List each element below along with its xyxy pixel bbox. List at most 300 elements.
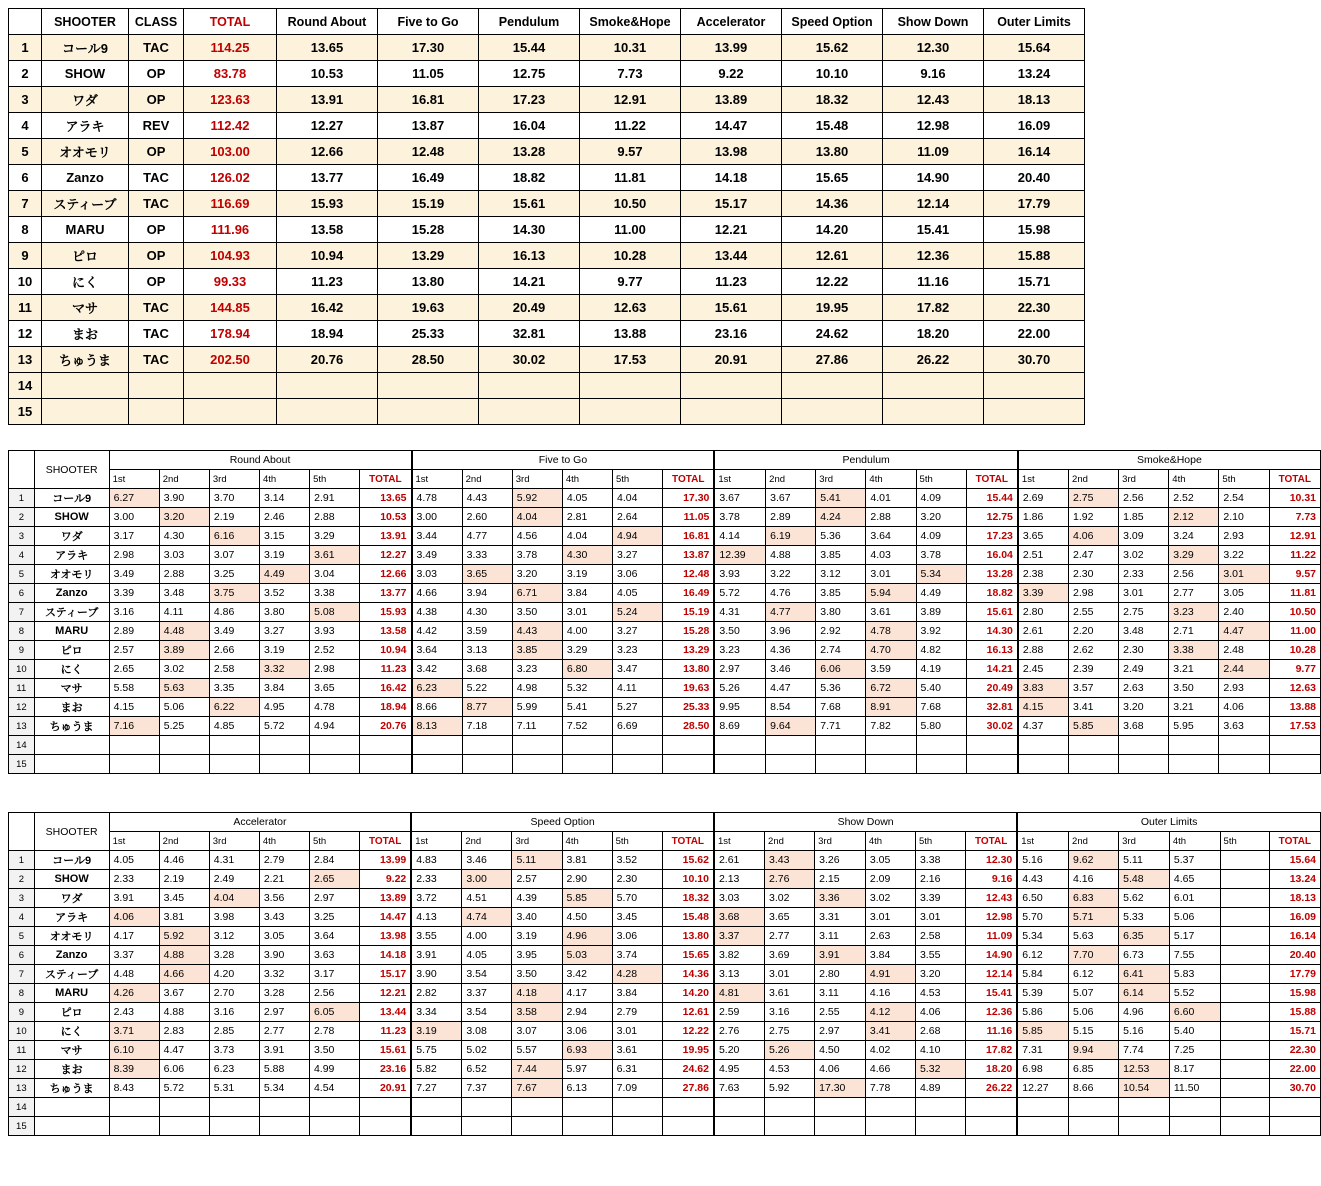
- detail-split-cell: 3.41: [1069, 698, 1119, 717]
- summary-col-header: Speed Option: [782, 9, 883, 35]
- detail-sub-header: 3rd: [1119, 470, 1169, 489]
- detail-split-cell: 5.36: [816, 527, 866, 546]
- summary-cell: 7: [9, 191, 42, 217]
- detail-split-cell: [865, 1117, 915, 1136]
- detail-split-cell: 3.61: [612, 1041, 662, 1060]
- detail-split-cell: 6.71: [512, 584, 562, 603]
- detail-split-cell: 5.37: [1169, 851, 1220, 870]
- detail-split-cell: 3.67: [159, 984, 209, 1003]
- detail-split-cell: 6.52: [462, 1060, 512, 1079]
- summary-cell: 12: [9, 321, 42, 347]
- detail-sub-header: 5th: [309, 832, 359, 851]
- detail-split-cell: 5.34: [1017, 927, 1068, 946]
- detail-total-cell: 14.30: [966, 622, 1018, 641]
- detail-split-cell: 5.02: [462, 1041, 512, 1060]
- detail-split-cell: 3.81: [159, 908, 209, 927]
- detail-split-cell: 6.72: [866, 679, 916, 698]
- detail-split-cell: 3.06: [562, 1022, 612, 1041]
- detail-sub-header: 2nd: [766, 470, 816, 489]
- detail-split-cell: 4.56: [512, 527, 562, 546]
- detail-total-cell: 20.49: [966, 679, 1018, 698]
- detail-split-cell: [411, 1117, 462, 1136]
- detail-sub-header: 3rd: [209, 832, 259, 851]
- summary-cell: 144.85: [184, 295, 277, 321]
- detail-sub-header: 4th: [865, 832, 915, 851]
- summary-cell: TAC: [129, 35, 184, 61]
- summary-cell: 9.57: [580, 139, 681, 165]
- detail-sub-header: 2nd: [462, 832, 512, 851]
- detail-split-cell: [714, 1098, 765, 1117]
- detail-split-cell: 3.32: [260, 660, 310, 679]
- summary-cell: 19.63: [378, 295, 479, 321]
- detail-split-cell: 2.60: [462, 508, 512, 527]
- detail-split-cell: 5.80: [916, 717, 966, 736]
- summary-col-header: SHOOTER: [42, 9, 129, 35]
- detail-sub-header: 2nd: [462, 470, 512, 489]
- detail-total-cell: 10.50: [1269, 603, 1320, 622]
- detail-sub-header: 3rd: [1119, 832, 1170, 851]
- detail-sub-header: TOTAL: [360, 470, 412, 489]
- detail-split-cell: 4.19: [916, 660, 966, 679]
- summary-cell: 114.25: [184, 35, 277, 61]
- detail-split-cell: [1220, 927, 1269, 946]
- table-row: [9, 1117, 1321, 1136]
- detail-split-cell: 7.71: [816, 717, 866, 736]
- detail-total-cell: 15.71: [1269, 1022, 1320, 1041]
- detail-split-cell: 2.85: [209, 1022, 259, 1041]
- detail-split-cell: 5.31: [209, 1079, 259, 1098]
- detail-split-cell: 3.61: [866, 603, 916, 622]
- detail-split-cell: [462, 755, 512, 774]
- detail-split-cell: 4.91: [865, 965, 915, 984]
- detail-total-cell: 16.13: [966, 641, 1018, 660]
- detail-split-cell: 6.13: [562, 1079, 612, 1098]
- detail-split-cell: 3.06: [612, 927, 662, 946]
- detail-shooter-name: ワダ: [34, 889, 109, 908]
- detail-split-cell: 7.18: [462, 717, 512, 736]
- detail-split-cell: [612, 1098, 662, 1117]
- detail-split-cell: 4.36: [766, 641, 816, 660]
- detail-split-cell: 3.64: [412, 641, 463, 660]
- detail-split-cell: 2.19: [159, 870, 209, 889]
- detail-split-cell: 4.04: [512, 508, 562, 527]
- detail-split-cell: 4.50: [815, 1041, 866, 1060]
- detail-split-cell: 2.75: [765, 1022, 815, 1041]
- detail-split-cell: 3.75: [209, 584, 259, 603]
- detail-split-cell: 3.91: [109, 889, 159, 908]
- detail-total-cell: 30.02: [966, 717, 1018, 736]
- detail-split-cell: 5.06: [1069, 1003, 1119, 1022]
- detail-total-cell: 13.44: [360, 1003, 412, 1022]
- detail-sub-header: 1st: [109, 832, 159, 851]
- detail-split-cell: 3.67: [766, 489, 816, 508]
- table-row: [9, 113, 1085, 139]
- summary-cell: 9.22: [681, 61, 782, 87]
- detail-total-cell: [360, 755, 412, 774]
- detail-split-cell: 3.04: [310, 565, 360, 584]
- detail-split-cell: 5.32: [915, 1060, 965, 1079]
- detail-sub-header: 5th: [916, 470, 966, 489]
- detail-split-cell: 3.65: [310, 679, 360, 698]
- detail-total-cell: 15.44: [966, 489, 1018, 508]
- summary-cell: オオモリ: [42, 139, 129, 165]
- detail-split-cell: 5.33: [1119, 908, 1170, 927]
- summary-cell: にく: [42, 269, 129, 295]
- summary-cell: 10.50: [580, 191, 681, 217]
- detail-split-cell: 3.39: [109, 584, 159, 603]
- detail-split-cell: 3.68: [1119, 717, 1169, 736]
- detail-split-cell: [260, 736, 310, 755]
- detail-total-cell: 12.98: [966, 908, 1018, 927]
- detail-split-cell: 17.30: [815, 1079, 866, 1098]
- summary-cell: 12.48: [378, 139, 479, 165]
- detail-sub-header: 2nd: [159, 470, 209, 489]
- detail-split-cell: 2.56: [1169, 565, 1219, 584]
- detail-sub-header: TOTAL: [966, 470, 1018, 489]
- detail-total-cell: 16.09: [1269, 908, 1320, 927]
- detail-split-cell: 4.65: [1169, 870, 1220, 889]
- detail-split-cell: 2.77: [765, 927, 815, 946]
- detail-split-cell: 6.98: [1017, 1060, 1068, 1079]
- summary-cell: [378, 399, 479, 425]
- summary-cell: 15.44: [479, 35, 580, 61]
- summary-cell: [883, 399, 984, 425]
- detail-row-index: 7: [9, 603, 35, 622]
- detail-split-cell: 3.02: [865, 889, 915, 908]
- summary-cell: 10.53: [277, 61, 378, 87]
- detail-split-cell: 5.11: [512, 851, 562, 870]
- detail1-group-row: [9, 451, 1321, 470]
- detail-total-cell: 15.17: [360, 965, 412, 984]
- detail-total-cell: 18.13: [1269, 889, 1320, 908]
- detail-split-cell: [714, 1117, 765, 1136]
- detail-split-cell: 3.20: [1119, 698, 1169, 717]
- detail-group-header: Show Down: [714, 813, 1017, 832]
- detail-total-cell: 26.22: [966, 1079, 1018, 1098]
- detail-split-cell: 3.27: [613, 546, 663, 565]
- detail-total-cell: 16.81: [663, 527, 715, 546]
- summary-cell: 13.29: [378, 243, 479, 269]
- detail-split-cell: 4.10: [915, 1041, 965, 1060]
- detail-split-cell: 2.49: [209, 870, 259, 889]
- detail-total-cell: 11.05: [663, 508, 715, 527]
- detail2-group-row: [9, 813, 1321, 832]
- detail-split-cell: 6.80: [562, 660, 612, 679]
- detail-split-cell: 5.58: [109, 679, 159, 698]
- detail-split-cell: 3.33: [462, 546, 512, 565]
- detail-split-cell: 3.90: [411, 965, 462, 984]
- detail-sub-header: 4th: [562, 470, 612, 489]
- detail-total-cell: 17.82: [966, 1041, 1018, 1060]
- summary-cell: 3: [9, 87, 42, 113]
- detail-split-cell: 3.82: [714, 946, 765, 965]
- table-row: [9, 399, 1085, 425]
- detail-split-cell: 5.72: [714, 584, 765, 603]
- detail-split-cell: 3.43: [765, 851, 815, 870]
- detail-split-cell: 3.19: [512, 927, 562, 946]
- detail-split-cell: 5.24: [613, 603, 663, 622]
- detail-split-cell: [766, 755, 816, 774]
- table-row: [9, 908, 1321, 927]
- detail-split-cell: 5.70: [1017, 908, 1068, 927]
- detail-split-cell: 4.06: [1219, 698, 1269, 717]
- detail-split-cell: 3.25: [209, 565, 259, 584]
- detail-split-cell: [412, 736, 463, 755]
- detail-split-cell: 2.58: [915, 927, 965, 946]
- detail-split-cell: 2.76: [714, 1022, 765, 1041]
- detail-split-cell: 4.24: [816, 508, 866, 527]
- detail-split-cell: 3.23: [512, 660, 562, 679]
- detail-total-cell: 13.29: [663, 641, 715, 660]
- detail-split-cell: 4.14: [714, 527, 765, 546]
- detail-split-cell: [866, 736, 916, 755]
- table-row: [9, 546, 1321, 565]
- detail-total-cell: 27.86: [662, 1079, 714, 1098]
- summary-cell: [184, 373, 277, 399]
- detail-split-cell: 2.76: [765, 870, 815, 889]
- summary-cell: [782, 373, 883, 399]
- detail-split-cell: [310, 755, 360, 774]
- detail-sub-header: 3rd: [816, 470, 866, 489]
- table-row: [9, 321, 1085, 347]
- detail-sub-header: 4th: [259, 832, 309, 851]
- detail-total-cell: 13.65: [360, 489, 412, 508]
- detail-total-cell: [1269, 736, 1320, 755]
- detail-split-cell: 5.92: [159, 927, 209, 946]
- detail-split-cell: 5.40: [916, 679, 966, 698]
- detail-total-cell: 22.00: [1269, 1060, 1320, 1079]
- detail-split-cell: 2.65: [309, 870, 359, 889]
- detail-split-cell: 4.78: [310, 698, 360, 717]
- summary-cell: 27.86: [782, 347, 883, 373]
- detail-split-cell: 4.26: [109, 984, 159, 1003]
- detail-split-cell: 2.16: [915, 870, 965, 889]
- detail-row-index: 12: [9, 698, 35, 717]
- detail-row-index: 11: [9, 1041, 35, 1060]
- detail-split-cell: 5.08: [310, 603, 360, 622]
- detail-row-index: 5: [9, 565, 35, 584]
- detail-split-cell: 7.44: [512, 1060, 562, 1079]
- detail-split-cell: 2.33: [109, 870, 159, 889]
- detail-split-cell: 2.46: [260, 508, 310, 527]
- detail-split-cell: 6.14: [1119, 984, 1170, 1003]
- detail-total-cell: 15.88: [1269, 1003, 1320, 1022]
- detail-total-cell: 13.88: [1269, 698, 1320, 717]
- detail-total-cell: 12.91: [1269, 527, 1320, 546]
- detail-split-cell: 3.38: [1169, 641, 1219, 660]
- detail-split-cell: 5.07: [1069, 984, 1119, 1003]
- detail-split-cell: 2.80: [1018, 603, 1069, 622]
- detail-split-cell: 3.91: [411, 946, 462, 965]
- detail-split-cell: 2.98: [109, 546, 159, 565]
- summary-cell: [782, 399, 883, 425]
- detail-split-cell: 2.61: [1018, 622, 1069, 641]
- detail-split-cell: 5.52: [1169, 984, 1220, 1003]
- summary-cell: 28.50: [378, 347, 479, 373]
- summary-col-header: CLASS: [129, 9, 184, 35]
- summary-cell: 16.13: [479, 243, 580, 269]
- detail-split-cell: 3.26: [815, 851, 866, 870]
- detail-split-cell: 3.28: [209, 946, 259, 965]
- detail-shooter-name: MARU: [34, 622, 109, 641]
- detail-row-index: 8: [9, 984, 35, 1003]
- detail-split-cell: [1220, 965, 1269, 984]
- summary-cell: 20.49: [479, 295, 580, 321]
- detail-split-cell: [613, 736, 663, 755]
- summary-cell: 18.94: [277, 321, 378, 347]
- detail-split-cell: 4.49: [916, 584, 966, 603]
- detail-split-cell: 3.11: [815, 984, 866, 1003]
- detail-total-cell: 10.28: [1269, 641, 1320, 660]
- detail-sub-header: 5th: [1220, 832, 1269, 851]
- detail-shooter-name: ちゅうま: [34, 1079, 109, 1098]
- detail-split-cell: [309, 1117, 359, 1136]
- detail-split-cell: 3.52: [612, 851, 662, 870]
- detail-split-cell: 2.89: [109, 622, 159, 641]
- detail-split-cell: 2.51: [1018, 546, 1069, 565]
- detail-total-cell: 23.16: [360, 1060, 412, 1079]
- detail-row-index: 11: [9, 679, 35, 698]
- detail-split-cell: 5.85: [562, 889, 612, 908]
- detail-split-cell: [309, 1098, 359, 1117]
- summary-cell: ピロ: [42, 243, 129, 269]
- detail-split-cell: [815, 1117, 866, 1136]
- detail-split-cell: 2.97: [815, 1022, 866, 1041]
- detail-split-cell: 3.92: [916, 622, 966, 641]
- detail-total-cell: 28.50: [663, 717, 715, 736]
- summary-cell: 9.16: [883, 61, 984, 87]
- detail2-header: [9, 813, 1321, 851]
- detail-split-cell: 2.62: [1069, 641, 1119, 660]
- detail-row-index: 7: [9, 965, 35, 984]
- detail-split-cell: [462, 1098, 512, 1117]
- detail-split-cell: 3.50: [512, 965, 562, 984]
- detail-split-cell: 3.06: [613, 565, 663, 584]
- detail1-subheader-row: [9, 470, 1321, 489]
- detail-split-cell: 4.43: [1017, 870, 1068, 889]
- summary-cell: 11.00: [580, 217, 681, 243]
- detail-split-cell: 2.97: [259, 1003, 309, 1022]
- detail-split-cell: 3.24: [1169, 527, 1219, 546]
- summary-cell: [479, 399, 580, 425]
- detail-split-cell: 11.50: [1169, 1079, 1220, 1098]
- detail-row-index: 6: [9, 584, 35, 603]
- detail-total-cell: 11.16: [966, 1022, 1018, 1041]
- detail-split-cell: [260, 755, 310, 774]
- summary-col-header: Outer Limits: [984, 9, 1085, 35]
- detail-split-cell: 3.29: [562, 641, 612, 660]
- detail-split-cell: 3.19: [411, 1022, 462, 1041]
- detail-total-cell: [360, 1117, 412, 1136]
- detail-split-cell: 4.05: [109, 851, 159, 870]
- detail-split-cell: 2.38: [1018, 565, 1069, 584]
- summary-cell: 12.27: [277, 113, 378, 139]
- detail-index-header: [9, 451, 35, 489]
- detail-split-cell: 4.05: [562, 489, 612, 508]
- detail-split-cell: 5.27: [613, 698, 663, 717]
- summary-cell: 11: [9, 295, 42, 321]
- detail-shooter-header: SHOOTER: [34, 451, 109, 489]
- summary-cell: 18.32: [782, 87, 883, 113]
- detail-total-cell: 13.28: [966, 565, 1018, 584]
- detail-split-cell: 4.49: [260, 565, 310, 584]
- detail-shooter-name: [34, 1098, 109, 1117]
- detail-split-cell: 4.94: [613, 527, 663, 546]
- summary-cell: 14.47: [681, 113, 782, 139]
- detail-split-cell: 3.72: [411, 889, 462, 908]
- detail-split-cell: 3.74: [612, 946, 662, 965]
- table-row: [9, 603, 1321, 622]
- summary-cell: 16.09: [984, 113, 1085, 139]
- detail-total-cell: 16.42: [360, 679, 412, 698]
- detail-total-cell: 11.09: [966, 927, 1018, 946]
- detail-row-index: 9: [9, 641, 35, 660]
- detail-split-cell: 4.03: [866, 546, 916, 565]
- summary-cell: OP: [129, 217, 184, 243]
- detail-sub-header: 4th: [260, 470, 310, 489]
- detail-split-cell: 5.72: [260, 717, 310, 736]
- detail-split-cell: 5.17: [1169, 927, 1220, 946]
- detail-total-cell: 9.77: [1269, 660, 1320, 679]
- summary-cell: 16.49: [378, 165, 479, 191]
- detail-split-cell: 3.15: [260, 527, 310, 546]
- detail-total-cell: [1269, 1098, 1320, 1117]
- summary-cell: 13: [9, 347, 42, 373]
- detail-split-cell: 3.01: [765, 965, 815, 984]
- detail-split-cell: 6.23: [412, 679, 463, 698]
- detail-split-cell: 3.63: [309, 946, 359, 965]
- detail-split-cell: 4.66: [159, 965, 209, 984]
- detail-row-index: 1: [9, 489, 35, 508]
- detail-split-cell: 2.48: [1219, 641, 1269, 660]
- detail-split-cell: 5.26: [765, 1041, 815, 1060]
- detail-split-cell: 4.77: [766, 603, 816, 622]
- summary-cell: 103.00: [184, 139, 277, 165]
- detail-group-header: Pendulum: [714, 451, 1018, 470]
- detail-split-cell: 6.05: [309, 1003, 359, 1022]
- summary-cell: 14.36: [782, 191, 883, 217]
- detail-split-cell: 3.05: [259, 927, 309, 946]
- summary-cell: 12.21: [681, 217, 782, 243]
- detail-split-cell: [1069, 1098, 1119, 1117]
- summary-cell: 15.28: [378, 217, 479, 243]
- detail-split-cell: 6.60: [1169, 1003, 1220, 1022]
- detail-split-cell: 4.88: [159, 1003, 209, 1022]
- summary-cell: OP: [129, 61, 184, 87]
- summary-cell: 12.75: [479, 61, 580, 87]
- table-row: [9, 217, 1085, 243]
- detail-split-cell: 8.54: [766, 698, 816, 717]
- summary-cell: 6: [9, 165, 42, 191]
- summary-cell: [984, 373, 1085, 399]
- detail-sub-header: 1st: [714, 832, 765, 851]
- summary-cell: 18.82: [479, 165, 580, 191]
- detail-split-cell: 7.67: [512, 1079, 562, 1098]
- detail-split-cell: 3.89: [916, 603, 966, 622]
- summary-cell: 111.96: [184, 217, 277, 243]
- summary-cell: 11.81: [580, 165, 681, 191]
- detail-split-cell: 3.54: [462, 1003, 512, 1022]
- detail-shooter-name: マサ: [34, 679, 109, 698]
- detail-split-cell: [1220, 851, 1269, 870]
- detail-split-cell: 2.13: [714, 870, 765, 889]
- detail-split-cell: 4.04: [209, 889, 259, 908]
- detail-split-cell: 2.69: [1018, 489, 1069, 508]
- summary-cell: 30.70: [984, 347, 1085, 373]
- detail-split-cell: 5.70: [612, 889, 662, 908]
- summary-cell: 13.80: [782, 139, 883, 165]
- detail-split-cell: 2.49: [1119, 660, 1169, 679]
